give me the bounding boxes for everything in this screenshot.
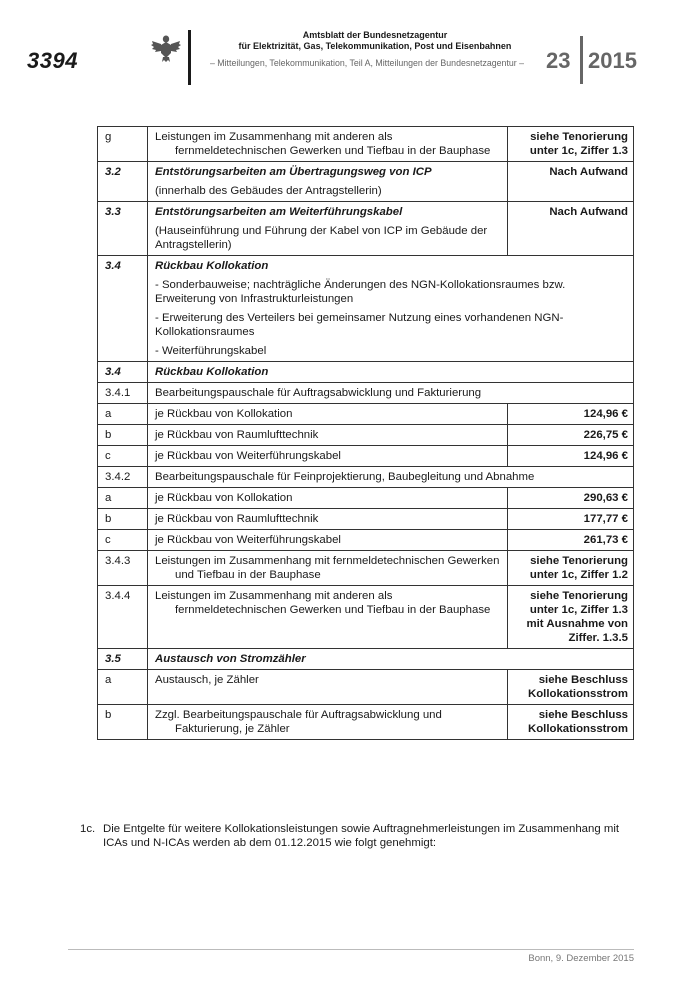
row-number: c [98, 446, 148, 467]
issue-year: 2015 [588, 48, 637, 73]
row-description: Entstörungsarbeiten am Weiterführungskabel (Hauseinführung und Führung der Kabel von ICP im Gebäude der Antragstellerin) [148, 202, 508, 256]
row-amount: siehe Beschluss Kollokationsstrom [508, 705, 634, 740]
list-item: - Weiterführungskabel [155, 345, 267, 357]
issue-divider [580, 36, 583, 84]
row-description: Bearbeitungspauschale für Feinprojektierung, Baubegleitung und Abnahme [148, 467, 634, 488]
fee-table [97, 126, 634, 740]
row-number: 3.4.4 [98, 586, 148, 649]
federal-eagle-icon [150, 33, 182, 63]
row-amount: siehe Tenorierung unter 1c, Ziffer 1.2 [508, 551, 634, 586]
table-row [98, 467, 634, 488]
row-description: Leistungen im Zusammenhang mit fernmeldetechnischen Gewerken und Tiefbau in der Bauphase [148, 551, 508, 586]
row-number: g [98, 127, 148, 162]
table-row [98, 127, 634, 162]
table-row [98, 509, 634, 530]
row-amount: 261,73 € [508, 530, 634, 551]
row-amount: Nach Aufwand [508, 162, 634, 202]
table-row [98, 705, 634, 740]
row-description: Austausch, je Zähler [148, 670, 508, 705]
row-number: 3.4.2 [98, 467, 148, 488]
journal-subtitle: – Mitteilungen, Telekommunikation, Teil A, Mitteilungen der Bundesnetzagentur – [209, 58, 525, 68]
row-amount: 177,77 € [508, 509, 634, 530]
section-title: Austausch von Stromzähler [148, 649, 634, 670]
row-description: je Rückbau von Weiterführungskabel [148, 530, 508, 551]
table-row [98, 362, 634, 383]
row-number: 3.4 [98, 362, 148, 383]
row-description: Entstörungsarbeiten am Übertragungsweg von ICP (innerhalb des Gebäudes der Antragstellerin) [148, 162, 508, 202]
row-number: 3.4 [98, 256, 148, 362]
journal-title: Amtsblatt der Bundesnetzagentur für Elektrizität, Gas, Telekommunikation, Post und Eisenbahnen [238, 30, 512, 51]
row-description: je Rückbau von Kollokation [148, 404, 508, 425]
row-description: Bearbeitungspauschale für Auftragsabwicklung und Fakturierung [148, 383, 634, 404]
row-description: Leistungen im Zusammenhang mit anderen als fernmeldetechnischen Gewerken und Tiefbau in der Bauphase [148, 586, 508, 649]
row-number: 3.4.3 [98, 551, 148, 586]
row-description: je Rückbau von Raumlufttechnik [148, 509, 508, 530]
row-number: c [98, 530, 148, 551]
row-amount: siehe Beschluss Kollokationsstrom [508, 670, 634, 705]
table-row [98, 670, 634, 705]
row-number: a [98, 670, 148, 705]
table-row [98, 425, 634, 446]
table-row [98, 551, 634, 586]
row-amount: Nach Aufwand [508, 202, 634, 256]
row-amount: 290,63 € [508, 488, 634, 509]
row-amount: siehe Tenorierung unter 1c, Ziffer 1.3 mit Ausnahme von Ziffer. 1.3.5 [508, 586, 634, 649]
row-description: je Rückbau von Kollokation [148, 488, 508, 509]
header-divider [188, 30, 191, 85]
section-title: Rückbau Kollokation [155, 260, 269, 272]
footer-divider [68, 949, 634, 950]
section-title: Rückbau Kollokation [148, 362, 634, 383]
table-row [98, 586, 634, 649]
footer-place-date: Bonn, 9. Dezember 2015 [528, 953, 634, 964]
list-item: - Sonderbauweise; nachträgliche Änderungen des NGN-Kollokationsraumes bzw. Erweiterung von Infrastrukturleistungen [155, 279, 566, 305]
table-row [98, 649, 634, 670]
section-title: Entstörungsarbeiten am Übertragungsweg von ICP [155, 166, 432, 178]
footnote-paragraph [80, 822, 640, 850]
row-amount: 124,96 € [508, 446, 634, 467]
row-amount: siehe Tenorierung unter 1c, Ziffer 1.3 [508, 127, 634, 162]
list-item: - Erweiterung des Verteilers bei gemeinsamer Nutzung eines vorhandenen NGN-Kollokationsraumes [155, 312, 564, 338]
row-number: 3.3 [98, 202, 148, 256]
row-number: 3.5 [98, 649, 148, 670]
row-number: a [98, 488, 148, 509]
row-description: Zzgl. Bearbeitungspauschale für Auftragsabwicklung und Fakturierung, je Zähler [148, 705, 508, 740]
footnote-label: 1c. [80, 823, 96, 835]
row-description: je Rückbau von Weiterführungskabel [148, 446, 508, 467]
table-row [98, 162, 634, 202]
page-number: 3394 [27, 48, 78, 73]
row-description [148, 256, 634, 362]
row-number: 3.2 [98, 162, 148, 202]
row-description: je Rückbau von Raumlufttechnik [148, 425, 508, 446]
row-number: b [98, 509, 148, 530]
row-amount: 124,96 € [508, 404, 634, 425]
issue-number: 23 [546, 48, 571, 73]
table-row [98, 530, 634, 551]
table-row [98, 446, 634, 467]
section-title: Entstörungsarbeiten am Weiterführungskabel [155, 206, 403, 218]
footnote-text: Die Entgelte für weitere Kollokationsleistungen sowie Auftragnehmerleistungen im Zusammenhang mit ICAs und N-ICAs werden ab dem 01.12.2015 wie folgt genehmigt: [103, 823, 620, 849]
table-row [98, 383, 634, 404]
row-number: b [98, 425, 148, 446]
table-row [98, 256, 634, 362]
row-amount: 226,75 € [508, 425, 634, 446]
table-row [98, 404, 634, 425]
row-number: a [98, 404, 148, 425]
row-number: b [98, 705, 148, 740]
row-description: Leistungen im Zusammenhang mit anderen als fernmeldetechnischen Gewerken und Tiefbau in der Bauphase [148, 127, 508, 162]
row-number: 3.4.1 [98, 383, 148, 404]
table-row [98, 488, 634, 509]
table-row [98, 202, 634, 256]
